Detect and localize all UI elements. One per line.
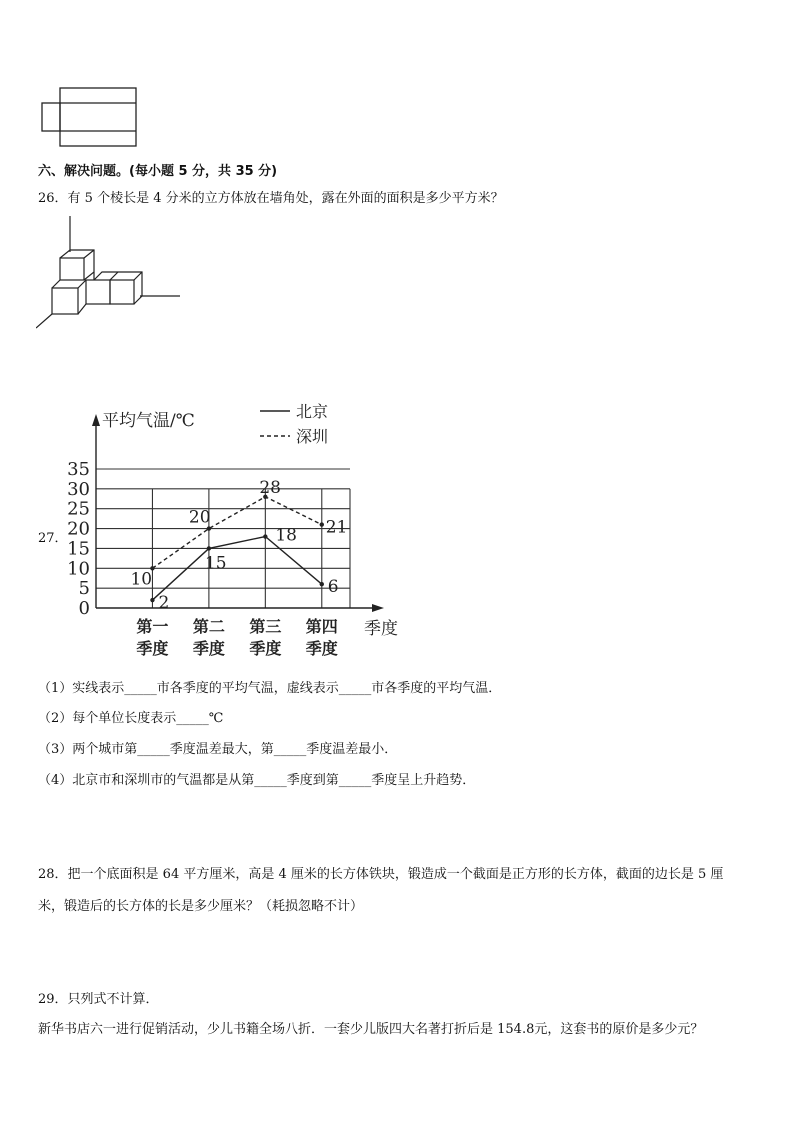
question-27-sub-4: （4）北京市和深圳市的气温都是从第_____季度到第_____季度呈上升趋势． (38, 773, 476, 788)
x-tick-label: 季度 (192, 639, 225, 658)
y-tick-label: 35 (67, 459, 90, 480)
y-tick-label: 5 (78, 578, 90, 600)
question-26: 26．有 5 个棱长是 4 分米的立方体放在墙角处，露在外面的面积是多少平方米？ (38, 191, 504, 206)
data-label: 2 (158, 593, 170, 614)
data-label: 6 (327, 577, 339, 598)
question-27-sub-2: （2）每个单位长度表示_____℃ (38, 711, 224, 726)
question-28-line-1: 28．把一个底面积是 64 平方厘米，高是 4 厘米的长方体铁块，锻造成一个截面是正方形的长方体，截面的边长是 5 厘 (38, 867, 724, 882)
data-label: 28 (259, 477, 281, 498)
data-point (207, 546, 211, 550)
y-tick-label: 30 (67, 478, 90, 500)
x-tick-label: 季度 (249, 639, 282, 658)
data-label: 21 (325, 517, 348, 538)
data-point (320, 522, 324, 526)
y-tick-label: 25 (67, 498, 90, 520)
legend-series-1: 北京 (296, 402, 329, 421)
x-tick-label: 第三 (249, 617, 282, 636)
question-29-line-2: 新华书店六一进行促销活动，少儿书籍全场八折．一套少儿版四大名著打折后是 154.8元，这套书的原价是多少元？ (38, 1022, 704, 1037)
y-tick-label: 10 (67, 558, 90, 580)
question-27-number: 27． (38, 531, 68, 546)
y-tick-label: 0 (78, 598, 90, 619)
legend (260, 402, 328, 446)
y-axis-label: 平均气温/℃ (102, 411, 195, 431)
question-29-line-1: 29．只列式不计算． (38, 992, 159, 1007)
y-axis-arrow (92, 414, 100, 426)
data-label: 18 (275, 525, 297, 546)
x-tick-label: 季度 (136, 639, 169, 658)
y-tick-label: 20 (67, 518, 90, 540)
x-tick-label: 季度 (305, 639, 338, 658)
data-point (150, 598, 154, 602)
temperature-line-chart (60, 396, 400, 668)
data-label: 15 (204, 553, 227, 574)
data-label: 20 (188, 507, 211, 528)
y-tick-label: 15 (67, 538, 90, 560)
question-27-sub-3: （3）两个城市第_____季度温差最大，第_____季度温差最小． (38, 742, 398, 757)
x-tick-label: 第一 (136, 617, 169, 636)
data-label: 10 (130, 569, 153, 590)
x-axis-label: 季度 (364, 619, 398, 639)
data-point (320, 582, 324, 586)
question-28-line-2: 米，锻造后的长方体的长是多少厘米？（耗损忽略不计） (38, 899, 364, 914)
data-point (263, 534, 267, 538)
legend-series-2: 深圳 (296, 427, 329, 446)
question-27-sub-1: （1）实线表示_____市各季度的平均气温，虚线表示_____市各季度的平均气温． (38, 681, 502, 696)
corner-cubes-figure (36, 214, 186, 334)
x-tick-label: 第二 (192, 617, 225, 636)
cuboid-net-figure (38, 84, 142, 150)
section-title: 六、解决问题。(每小题 5 分，共 35 分) (38, 164, 278, 179)
x-axis-arrow (372, 604, 384, 612)
x-tick-label: 第四 (305, 617, 338, 636)
